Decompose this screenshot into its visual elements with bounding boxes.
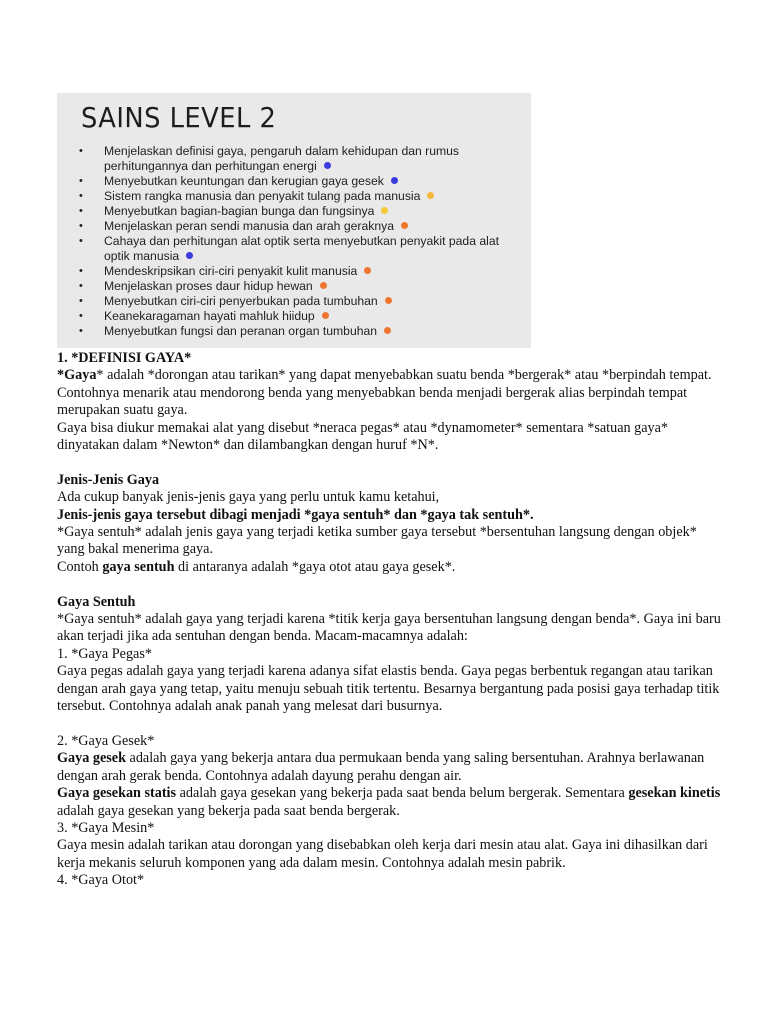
- mesin-heading: 3. *Gaya Mesin*: [57, 819, 155, 836]
- topic-text: Menyebutkan fungsi dan peranan organ tumbuhan: [104, 324, 378, 338]
- status-dot-icon: [427, 192, 434, 199]
- status-dot-icon: [391, 177, 398, 184]
- gesek-heading: 2. *Gaya Gesek*: [57, 732, 155, 749]
- topic-text: Menjelaskan definisi gaya, pengaruh dalam kehidupan dan rumus perhitungannya dan perhitungan energi: [104, 144, 460, 173]
- topic-text: Menyebutkan keuntungan dan kerugian gaya gesek: [104, 174, 384, 188]
- status-dot-icon: [364, 267, 371, 274]
- status-dot-icon: [186, 252, 193, 259]
- paragraph: *Gaya* adalah *dorongan atau tarikan* yang dapat menyebabkan suatu benda *bergerak* atau *berpindah tempat.: [57, 367, 712, 384]
- status-dot-icon: [322, 312, 329, 319]
- pegas-heading: 1. *Gaya Pegas*: [57, 645, 152, 662]
- document-body: [57, 350, 725, 890]
- sains-level-banner: [57, 93, 531, 348]
- topic-item: • Menjelaskan proses daur hidup hewan: [79, 279, 513, 294]
- paragraph: Ada cukup banyak jenis-jenis gaya yang perlu untuk kamu ketahui,: [57, 489, 440, 506]
- paragraph: Gaya gesek adalah gaya yang bekerja antara dua permukaan benda yang saling bersentuhan. Arahnya berlawanan dengan arah gerak benda. Contohnya adalah dayung perahu dengan air.: [57, 750, 705, 784]
- paragraph: Gaya bisa diukur memakai alat yang disebut *neraca pegas* atau *dynamometer* sementara *satuan gaya* dinyatakan dalam *Newton* dan dilambangkan dengan huruf *N*.: [57, 419, 669, 454]
- paragraph: Contoh gaya sentuh di antaranya adalah *gaya otot atau gaya gesek*.: [57, 558, 456, 575]
- topic-text: Menjelaskan proses daur hidup hewan: [104, 279, 313, 293]
- banner-title: SAINS LEVEL 2: [81, 101, 277, 134]
- paragraph: Contohnya menarik atau mendorong benda yang menyebabkan benda menjadi bergerak alias berpindah tempat merupakan suatu gaya.: [57, 384, 688, 419]
- paragraph: Gaya mesin adalah tarikan atau dorongan yang disebabkan oleh kerja dari mesin atau alat. Gaya ini dihasilkan dari kerja mekanis seluruh komponen yang ada dalam mesin. Contohnya adalah mesin pabrik.: [57, 837, 708, 871]
- topic-text: Menyebutkan bagian-bagian bunga dan fungsinya: [104, 204, 375, 218]
- status-dot-icon: [385, 297, 392, 304]
- topic-text: Sistem rangka manusia dan penyakit tulang pada manusia: [104, 189, 421, 203]
- topic-item: • Keanekaragaman hayati mahluk hiidup: [79, 309, 513, 324]
- topic-text: Cahaya dan perhitungan alat optik serta menyebutkan penyakit pada alat optik manusia: [104, 234, 500, 263]
- topic-item: • Menjelaskan definisi gaya, pengaruh dalam kehidupan dan rumus perhitungannya dan perhitungan energi: [79, 144, 460, 173]
- topic-item: • Menjelaskan peran sendi manusia dan arah geraknya: [79, 219, 513, 234]
- topic-list: [79, 144, 513, 339]
- paragraph: Gaya pegas adalah gaya yang terjadi karena adanya sifat elastis benda. Gaya pegas berbentuk regangan atau tarikan dengan arah gaya yang tetap, yaitu menuju sebuah titik tertentu. Besarnya bergantung pada posisi gaya terhadap titik tersebut. Contohnya adalah anak panah yang melesat dari busurnya.: [57, 663, 720, 715]
- definisi-heading: 1. *DEFINISI GAYA*: [57, 350, 192, 366]
- topic-text: Keanekaragaman hayati mahluk hiidup: [104, 309, 315, 323]
- status-dot-icon: [381, 207, 388, 214]
- topic-text: Mendeskripsikan ciri-ciri penyakit kulit manusia: [104, 264, 358, 278]
- status-dot-icon: [320, 282, 327, 289]
- topic-item: • Menyebutkan fungsi dan peranan organ tumbuhan: [79, 324, 513, 339]
- topic-item: • Menyebutkan keuntungan dan kerugian gaya gesek: [79, 174, 513, 189]
- paragraph: *Gaya sentuh* adalah jenis gaya yang terjadi ketika sumber gaya tersebut *bersentuhan langsung dengan objek* yang bakal menerima gaya.: [57, 524, 697, 558]
- topic-item: • Menyebutkan ciri-ciri penyerbukan pada tumbuhan: [79, 294, 513, 309]
- topic-item: • Menyebutkan bagian-bagian bunga dan fungsinya: [79, 204, 513, 219]
- topic-item: • Mendeskripsikan ciri-ciri penyakit kulit manusia: [79, 264, 513, 279]
- topic-text: Menjelaskan peran sendi manusia dan arah geraknya: [104, 219, 394, 233]
- jenis-heading: Jenis-Jenis Gaya: [57, 471, 160, 488]
- topic-item: • Sistem rangka manusia dan penyakit tulang pada manusia: [79, 189, 513, 204]
- paragraph: Gaya gesekan statis adalah gaya gesekan yang bekerja pada saat benda belum bergerak. Sementara gesekan kinetis adalah gaya gesekan yang bekerja pada saat benda bergerak.: [57, 785, 721, 819]
- otot-heading: 4. *Gaya Otot*: [57, 872, 145, 889]
- status-dot-icon: [401, 222, 408, 229]
- status-dot-icon: [324, 162, 331, 169]
- paragraph-bold: Jenis-jenis gaya tersebut dibagi menjadi *gaya sentuh* dan *gaya tak sentuh*.: [57, 506, 534, 523]
- topic-text: Menyebutkan ciri-ciri penyerbukan pada tumbuhan: [104, 294, 378, 308]
- paragraph: *Gaya sentuh* adalah gaya yang terjadi karena *titik kerja gaya bersentuhan langsung dengan benda*. Gaya ini baru akan terjadi jika ada sentuhan dengan benda. Macam-macamnya adalah:: [57, 611, 721, 645]
- topic-item: • Cahaya dan perhitungan alat optik serta menyebutkan penyakit pada alat optik manusia: [79, 234, 500, 263]
- sentuh-heading: Gaya Sentuh: [57, 593, 136, 610]
- status-dot-icon: [384, 327, 391, 334]
